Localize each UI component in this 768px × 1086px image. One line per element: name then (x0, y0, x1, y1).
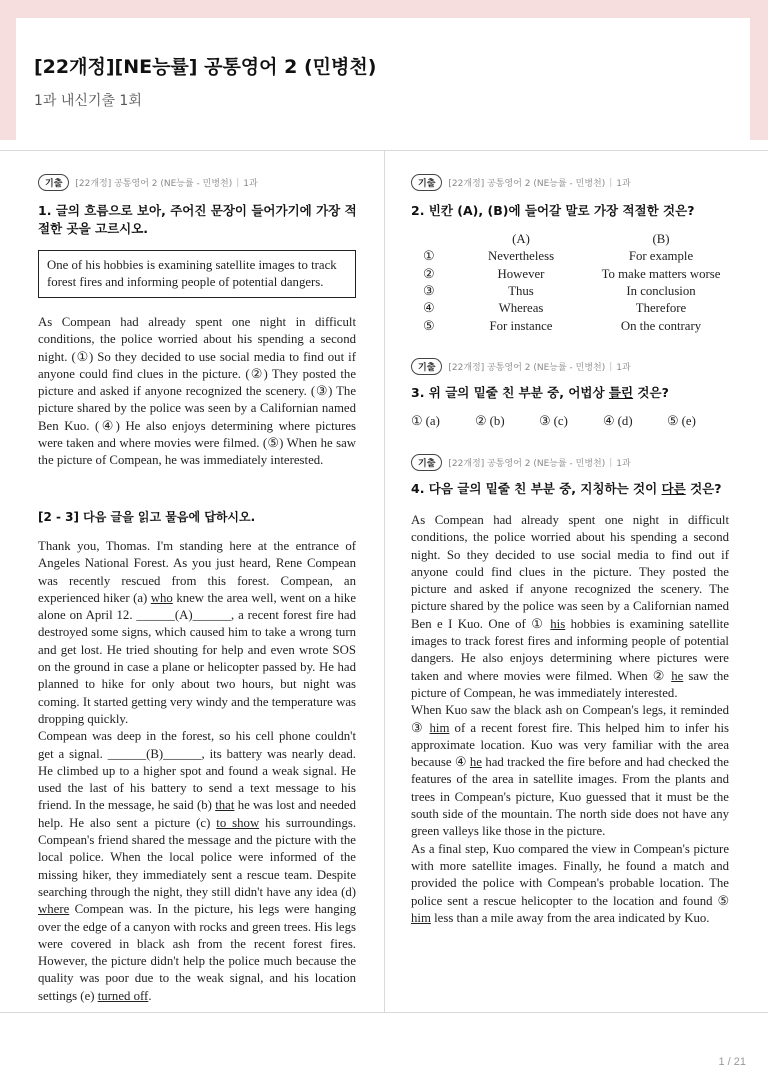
q4-title: 4. 다음 글의 밑줄 친 부분 중, 지칭하는 것이 다른 것은? (411, 481, 722, 496)
option-number: ③ (423, 284, 435, 298)
q3-title: 3. 위 글의 밑줄 친 부분 중, 어법상 틀린 것은? (411, 385, 669, 400)
underline-2: he (671, 668, 684, 683)
q2-header-a: (A) (512, 232, 530, 246)
q1-meta: 기출 [22개정] 공통영어 2 (NE능률 - 민병천) | 1과 (38, 174, 258, 191)
option-number: ① (423, 249, 435, 263)
q1-title: 1. 글의 흐름으로 보아, 주어진 문장이 들어가기에 가장 적절한 곳을 고르시오. (38, 203, 357, 236)
column-divider (384, 150, 385, 1012)
option-number: ⑤ (423, 318, 435, 333)
lesson-label: 1과 (243, 179, 258, 189)
q3-meta: 기출 [22개정] 공통영어 2 (NE능률 - 민병천) | 1과 (411, 358, 631, 375)
page-subtitle: 1과 내신기출 1회 (34, 93, 142, 109)
underline-5: him (411, 910, 431, 925)
option-b: For example (628, 249, 694, 263)
q1-passage: As Compean had already spent one night in difficult conditions, the police worried about his spending a second night. (①) So they decided to use social media to find out if anyone could find clues in the picture. (②) They posted the picture and asked if anyone recognized the scenery. (③) The picture shared by the police was seen by a Californian named Ben Kuo. (④) He also enjoys determining where pictures were taken and where movies were filmed. (⑤) When he saw the picture of Compean, he was immediately interested. (38, 315, 356, 468)
underline-1: his (550, 616, 566, 631)
lesson-label: 1과 (616, 459, 631, 469)
exam-badge: 기출 (411, 358, 442, 375)
page-number: 1 / 21 (718, 1056, 746, 1068)
option-number: ④ (423, 301, 435, 315)
q2-header-b: (B) (652, 232, 670, 246)
option-b: To make matters worse (601, 266, 721, 281)
option-number: ② (423, 266, 435, 281)
group-heading: [2 - 3] 다음 글을 읽고 물음에 답하시오. (38, 510, 256, 524)
option-a: However (497, 266, 545, 281)
underline-c: to show (216, 815, 260, 830)
option-a: Whereas (498, 301, 544, 315)
q3-option-4: ④ (d) (603, 414, 633, 428)
underline-3: him (429, 720, 450, 735)
underline-4: he (469, 755, 482, 770)
group-paragraph-2: Compean was deep in the forest, so his cell phone couldn't get a signal. ______(B)______, its battery was nearly dead. He climbed up to a higher spot and found a weak signal. He used the last of his battery to send a text message to his friend. In the message, he said (b) that he was lost and needed help. He also sent a picture (c) to show his surroundings. Compean's friend shared the message and the picture with the local police. When the local police were informed of the missing hiker, they immediately sent a rescue team. Despite searching through the night, they still didn't have any idea (d) where Compean was. In the picture, his legs were hanging over the edge of a canyon with rocks and green trees. His legs were covered in black ash from the recent forest fires. However, the picture didn't help the police much because the quality was poor due to the weak signal, and his location settings (e) turned off. (38, 729, 357, 1003)
bottom-divider (0, 1012, 768, 1013)
underline-d: where (38, 902, 70, 917)
q2-options (411, 232, 731, 336)
q2-meta: 기출 [22개정] 공통영어 2 (NE능률 - 민병천) | 1과 (411, 174, 631, 191)
source-label: [22개정] 공통영어 2 (NE능률 - 민병천) (448, 179, 606, 189)
underline-e: turned off (97, 988, 149, 1003)
lesson-label: 1과 (616, 363, 631, 373)
q2-title: 2. 빈칸 (A), (B)에 들어갈 말로 가장 적절한 것은? (411, 203, 695, 218)
source-label: [22개정] 공통영어 2 (NE능률 - 민병천) (75, 179, 233, 189)
underline-a: who (150, 590, 173, 605)
group-paragraph-1: Thank you, Thomas. I'm standing here at the entrance of Angeles National Forest. As you just heard, Rene Compean was recently rescued from this forest. Compean, an experienced hiker (a) who knew the area well, went on a hike alone on April 12. ______(A)______, a recent forest fire had destroyed some signs, which caused him to take a wrong turn and get lost. He tried shouting for help and even wrote SOS on the ground in case a plane or helicopter passed by. He had planned to hike for only about two hours, but night was coming. It started getting very windy and the temperature was dropping quickly. (38, 539, 356, 726)
option-b: On the contrary (620, 318, 702, 333)
page-title: [22개정][NE능률] 공통영어 2 (민병천) (34, 56, 377, 78)
option-a: Thus (508, 284, 534, 298)
option-a: Nevertheless (487, 249, 555, 263)
lesson-label: 1과 (616, 179, 631, 189)
q4-meta: 기출 [22개정] 공통영어 2 (NE능률 - 민병천) | 1과 (411, 454, 631, 471)
source-label: [22개정] 공통영어 2 (NE능률 - 민병천) (448, 459, 606, 469)
option-b: Therefore (635, 301, 687, 315)
q4-paragraph-3: As a final step, Kuo compared the view in Compean's picture with more satellite images. Finally, he found a match and provided the police with Compean's probable location. The police sent a rescue helicopter to the location and found ⑤ him less than a mile away from the area indicated by Kuo. (411, 841, 729, 925)
q3-option-2: ② (b) (475, 414, 505, 428)
source-label: [22개정] 공통영어 2 (NE능률 - 민병천) (448, 363, 606, 373)
exam-badge: 기출 (411, 454, 442, 471)
group-passage (38, 538, 356, 1005)
underline-b: that (215, 798, 235, 813)
q3-options (411, 414, 731, 432)
header-card (16, 18, 750, 140)
q4-passage (411, 512, 729, 927)
q4-paragraph-2: When Kuo saw the black ash on Compean's legs, it reminded ③ him of a recent forest fire. This helped him to infer his approximate location. Kuo was very familiar with the area because ④ he had tracked the fire before and had checked the features of the area in satellite images. From the plants and trees in Compean's picture, Kuo guessed that it must be the south side of the mountain. The north side does not have any green valleys like those in the picture. (411, 703, 730, 839)
option-b: In conclusion (626, 284, 696, 298)
option-a: For instance (489, 318, 553, 333)
q4-paragraph-1: As Compean had already spent one night in difficult conditions, the police worried about his spending a second night. So they decided to use social media to find out if anyone could find clues in the picture. They posted the picture and asked if anyone recognized the scenery. The picture shared by the police was seen by a Californian named Ben e I Kuo. One of ① his hobbies is examining satellite images to track forest fires and informing people of potential dangers. He also enjoys determining where pictures were taken and where movies were filmed. When ② he saw the picture of Compean, he was immediately interested. (411, 513, 729, 700)
q1-given-sentence: One of his hobbies is examining satellite images to track forest fires and informing people of potential dangers. (38, 250, 356, 298)
exam-badge: 기출 (38, 174, 69, 191)
q3-option-1: ① (a) (411, 414, 440, 428)
exam-badge: 기출 (411, 174, 442, 191)
q3-option-3: ③ (c) (539, 414, 568, 428)
q3-option-5: ⑤ (e) (667, 414, 696, 428)
